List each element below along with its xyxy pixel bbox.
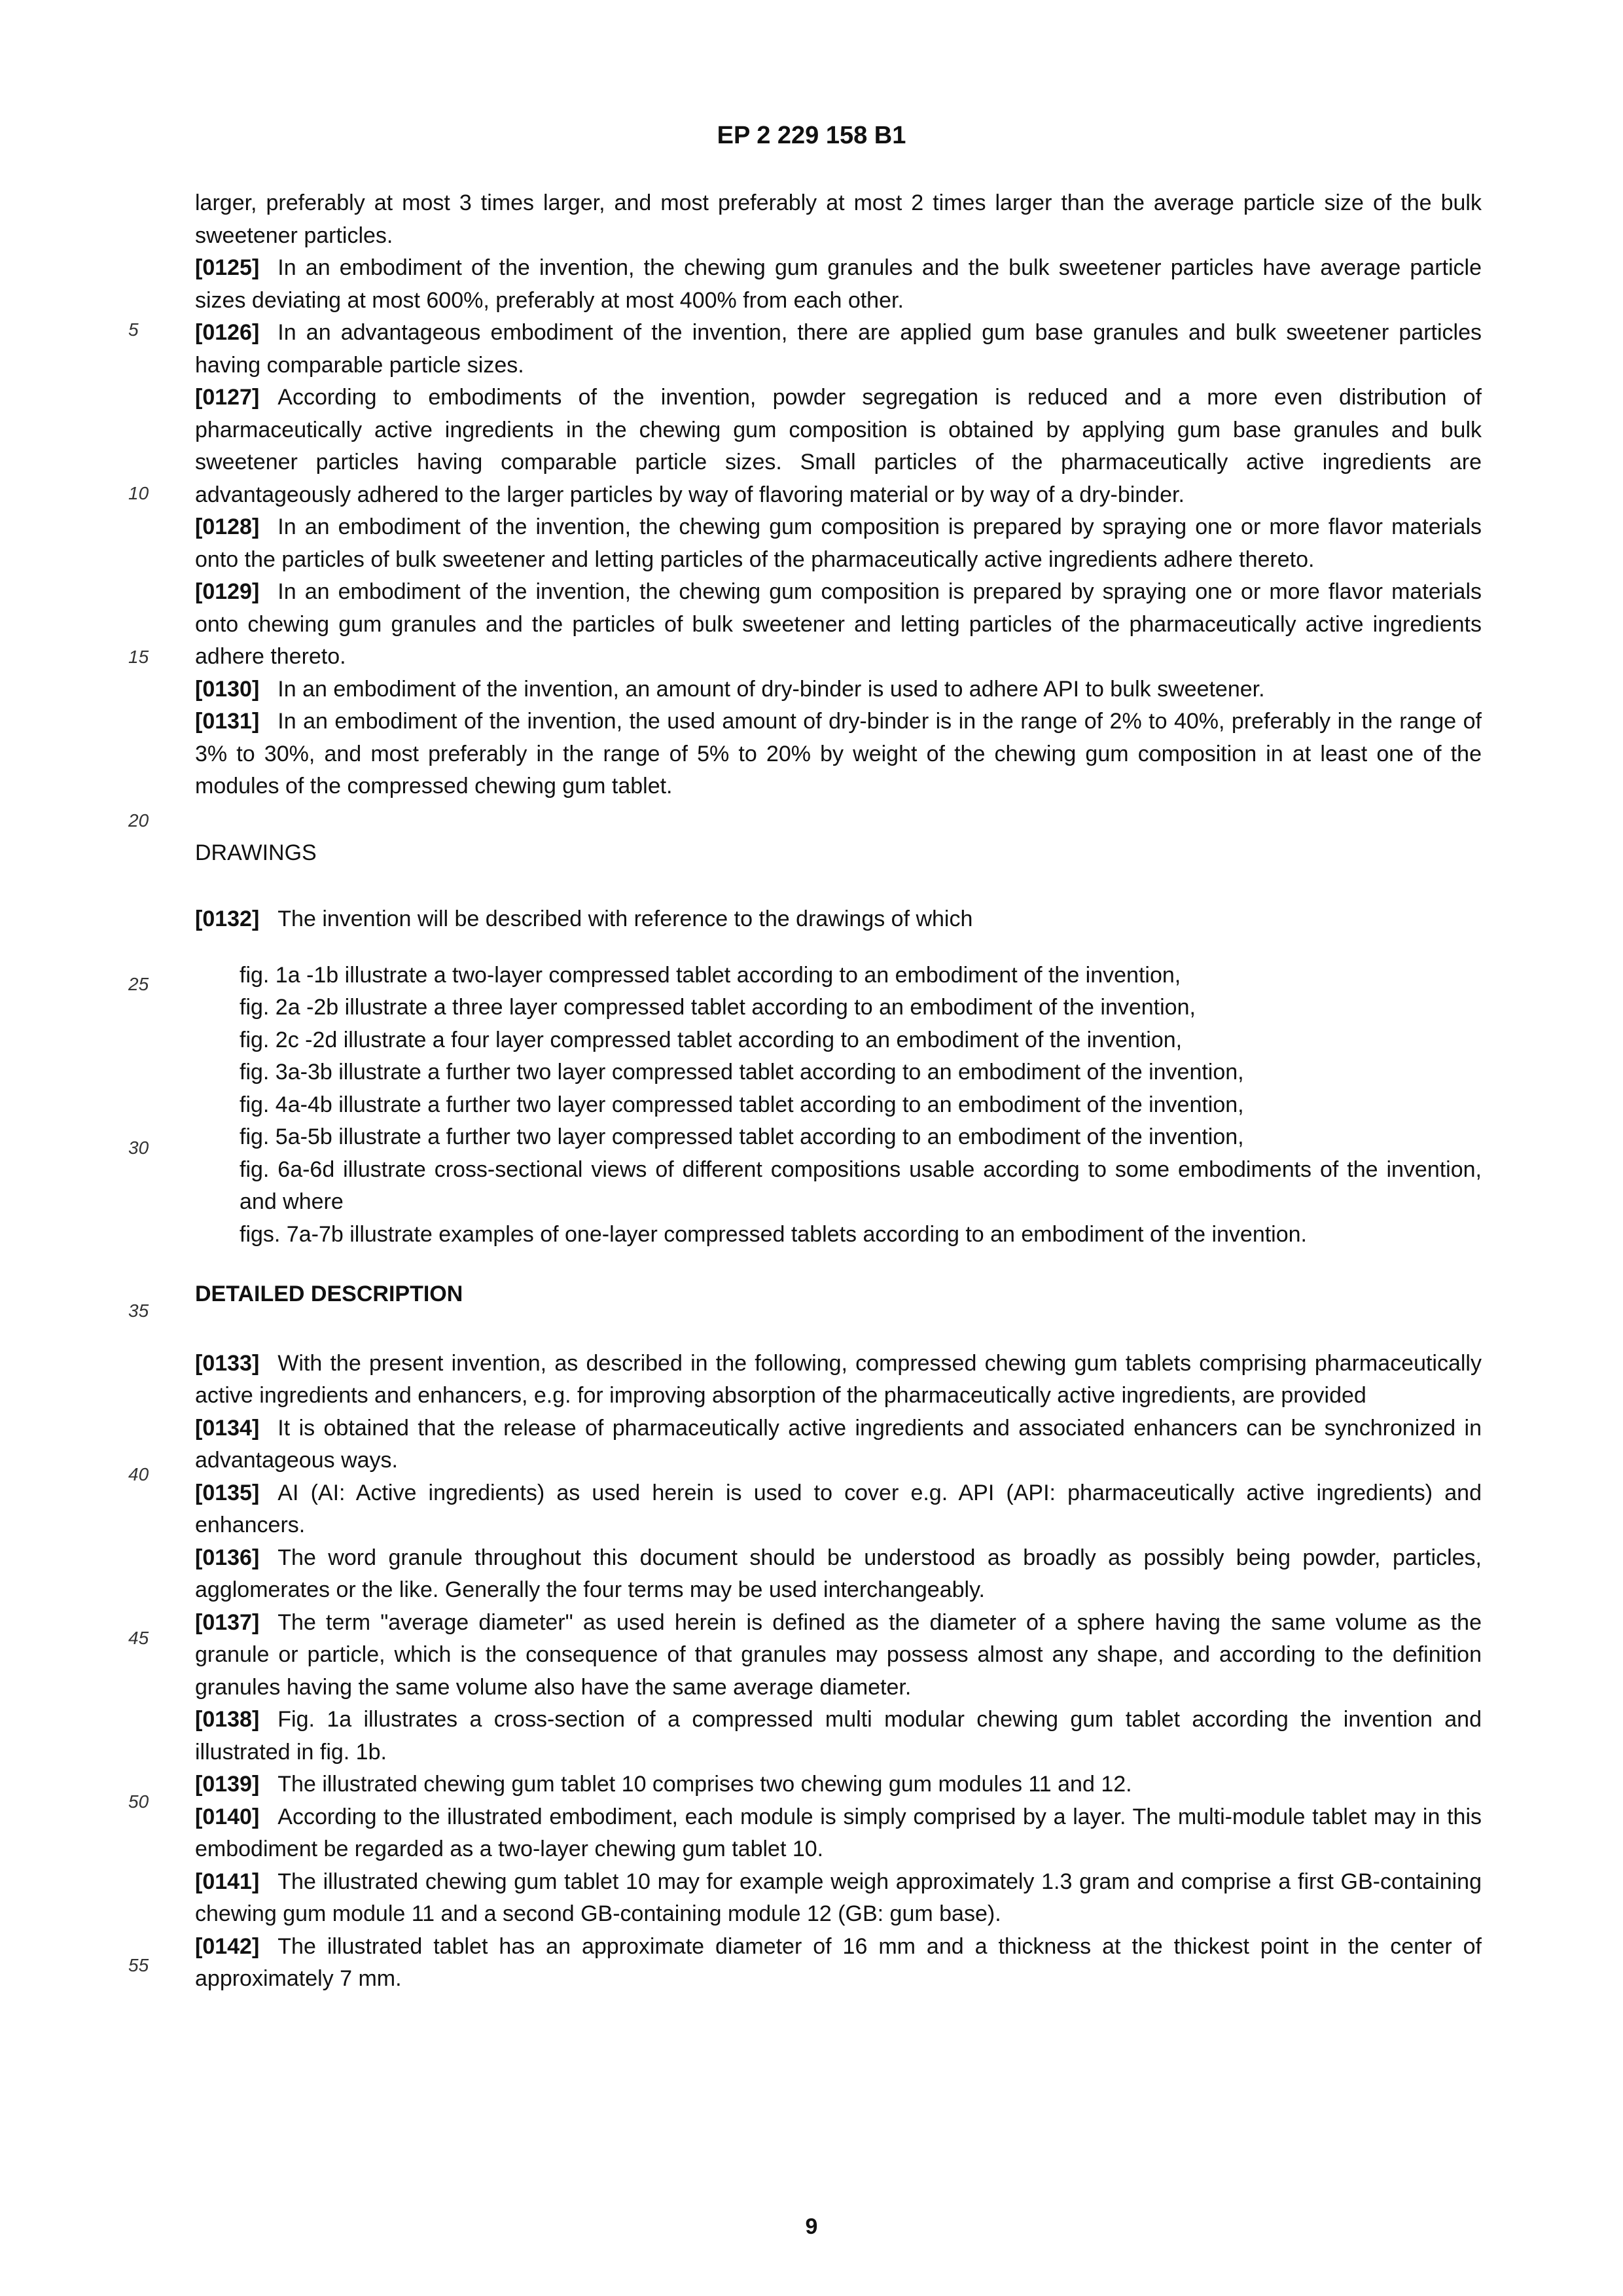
paragraph [195,1768,1482,1801]
paragraph [195,1866,1482,1931]
figure-list-item: fig. 2c -2d illustrate a four layer compressed tablet according to an embodiment of the invention, [240,1027,1183,1052]
figure-list-item: fig. 5a-5b illustrate a further two layer compressed tablet according to an embodiment of the invention, [240,1124,1244,1149]
figure-list-item: fig. 2a -2b illustrate a three layer compressed tablet according to an embodiment of the invention, [240,995,1196,1020]
paragraph-0132 [195,903,1482,936]
paragraph [195,1412,1482,1477]
paragraph-text: According to embodiments of the invention, powder segregation is reduced and a more even distribution of pharmaceutically active ingredients in the chewing gum composition is obtained by applying gum base granules and bulk sweetener particles having comparable particle sizes. Small particles of the pharmaceutically active ingredients are advantageously adhered to the larger particles by way of flavoring material or by way of a dry-binder. [195,385,1482,507]
paragraph-number: [0132] [195,906,260,931]
paragraph-text: AI (AI: Active ingredients) as used herein is used to cover e.g. API (API: pharmaceutically active ingredients) and enhancers. [195,1480,1482,1537]
line-number: 40 [128,1464,149,1484]
figure-list-item: fig. 6a-6d illustrate cross-sectional views of different compositions usable according to some embodiments of the invention, and where [240,1157,1482,1214]
line-number: 15 [128,647,149,667]
paragraph [195,673,1482,706]
paragraph-text: According to the illustrated embodiment, each module is simply comprised by a layer. The multi-module tablet may in this embodiment be regarded as a two-layer chewing gum tablet 10. [195,1804,1482,1861]
paragraph-number: [0127] [195,385,260,410]
paragraph [195,1931,1482,1996]
paragraph [195,1801,1482,1866]
paragraph-text: In an embodiment of the invention, the chewing gum composition is prepared by spraying one or more flavor materials onto chewing gum granules and the particles of bulk sweetener and letting particles of the pharmaceutically active ingredients adhere thereto. [195,579,1482,669]
paragraph-text: In an embodiment of the invention, the chewing gum composition is prepared by spraying one or more flavor materials onto the particles of bulk sweetener and letting particles of the pharmaceutically active ingredients adhere thereto. [195,514,1482,572]
paragraph [195,317,1482,382]
paragraph [195,1607,1482,1704]
paragraph [195,1348,1482,1412]
paragraph-text: The illustrated chewing gum tablet 10 comprises two chewing gum modules 11 and 12. [277,1772,1132,1797]
paragraph-text: With the present invention, as described in the following, compressed chewing gum tablets comprising pharmaceutically active ingredients and enhancers, e.g. for improving absorption of the pharmaceutically active ingredients, are provided [195,1350,1482,1408]
paragraph-group-detailed [195,1348,1482,1996]
paragraph [195,187,1482,252]
paragraph [195,576,1482,673]
paragraph [195,252,1482,317]
paragraph [195,1477,1482,1542]
paragraph-number: [0129] [195,579,260,604]
paragraph-text: Fig. 1a illustrates a cross-section of a compressed multi modular chewing gum tablet according the invention and illustrated in fig. 1b. [195,1707,1482,1765]
paragraph-text: In an embodiment of the invention, the used amount of dry-binder is in the range of 2% to 40%, preferably in the range of 3% to 30%, and most preferably in the range of 5% to 20% by weight of the chewing gum composition in at least one of the modules of the compressed chewing gum tablet. [195,709,1482,798]
figure-list-item: fig. 3a-3b illustrate a further two layer compressed tablet according to an embodiment of the invention, [240,1060,1244,1085]
section-heading-detailed-description: DETAILED DESCRIPTION [195,1282,463,1306]
line-number: 35 [128,1300,149,1321]
line-number: 10 [128,483,149,503]
paragraph-number: [0135] [195,1480,260,1505]
paragraph [195,1542,1482,1607]
paragraph [195,1704,1482,1768]
paragraph [195,382,1482,511]
paragraph-number: [0137] [195,1609,260,1635]
figure-list-item: figs. 7a-7b illustrate examples of one-layer compressed tablets according to an embodiment of the invention. [240,1221,1308,1247]
paragraph-text: The illustrated chewing gum tablet 10 may for example weigh approximately 1.3 gram and comprise a first GB-containing chewing gum module 11 and a second GB-containing module 12 (GB: gum base). [195,1869,1482,1926]
section-heading-drawings: DRAWINGS [195,840,317,865]
paragraph-text: In an embodiment of the invention, an amount of dry-binder is used to adhere API to bulk sweetener. [277,676,1265,702]
line-number: 5 [128,319,139,340]
paragraph-number: [0133] [195,1350,260,1376]
paragraph-number: [0126] [195,320,260,345]
paragraph-text: larger, preferably at most 3 times larger, and most preferably at most 2 times larger than the average particle size of the bulk sweetener particles. [195,190,1482,248]
paragraph-text: The invention will be described with reference to the drawings of which [277,906,973,931]
paragraph-number: [0142] [195,1933,260,1959]
page-number: 9 [805,2214,818,2239]
paragraph-text: In an embodiment of the invention, the chewing gum granules and the bulk sweetener particles have average particle sizes deviating at most 600%, preferably at most 400% from each other. [195,255,1482,313]
paragraph-number: [0139] [195,1772,260,1797]
figure-list-item: fig. 4a-4b illustrate a further two layer compressed tablet according to an embodiment of the invention, [240,1092,1244,1117]
document-number: EP 2 229 158 B1 [717,122,906,149]
paragraph-text: In an advantageous embodiment of the invention, there are applied gum base granules and bulk sweetener particles having comparable particle sizes. [195,320,1482,378]
line-number: 55 [128,1955,149,1975]
paragraph-number: [0136] [195,1545,260,1570]
paragraph-number: [0130] [195,676,260,702]
paragraph-number: [0128] [195,514,260,539]
paragraph-number: [0125] [195,255,260,280]
line-number: 30 [128,1138,149,1158]
document-body [195,187,1482,1996]
paragraph-group-top [195,187,1482,803]
paragraph-text: The word granule throughout this document should be understood as broadly as possibly being powder, particles, agglomerates or the like. Generally the four terms may be used interchangeably. [195,1545,1482,1602]
line-number: 20 [128,810,149,831]
paragraph-number: [0141] [195,1869,260,1894]
paragraph [195,511,1482,576]
paragraph-number: [0134] [195,1415,260,1441]
paragraph-number: [0138] [195,1707,260,1732]
line-number: 45 [128,1628,149,1648]
line-number: 25 [128,974,149,994]
paragraph-number: [0131] [195,709,260,734]
figure-list-item: fig. 1a -1b illustrate a two-layer compressed tablet according to an embodiment of the invention, [240,962,1181,988]
paragraph [195,706,1482,803]
paragraph-number: [0140] [195,1804,260,1829]
paragraph-text: The illustrated tablet has an approximate diameter of 16 mm and a thickness at the thickest point in the center of approximately 7 mm. [195,1933,1482,1991]
paragraph-text: The term "average diameter" as used herein is defined as the diameter of a sphere having the same volume as the granule or particle, which is the consequence of that granules may possess almost any shape, and according to the definition granules having the same volume also have the same average diameter. [195,1609,1482,1700]
paragraph-text: It is obtained that the release of pharmaceutically active ingredients and associated enhancers can be synchronized in advantageous ways. [195,1415,1482,1473]
figure-list [240,960,1482,1251]
line-number: 50 [128,1791,149,1812]
